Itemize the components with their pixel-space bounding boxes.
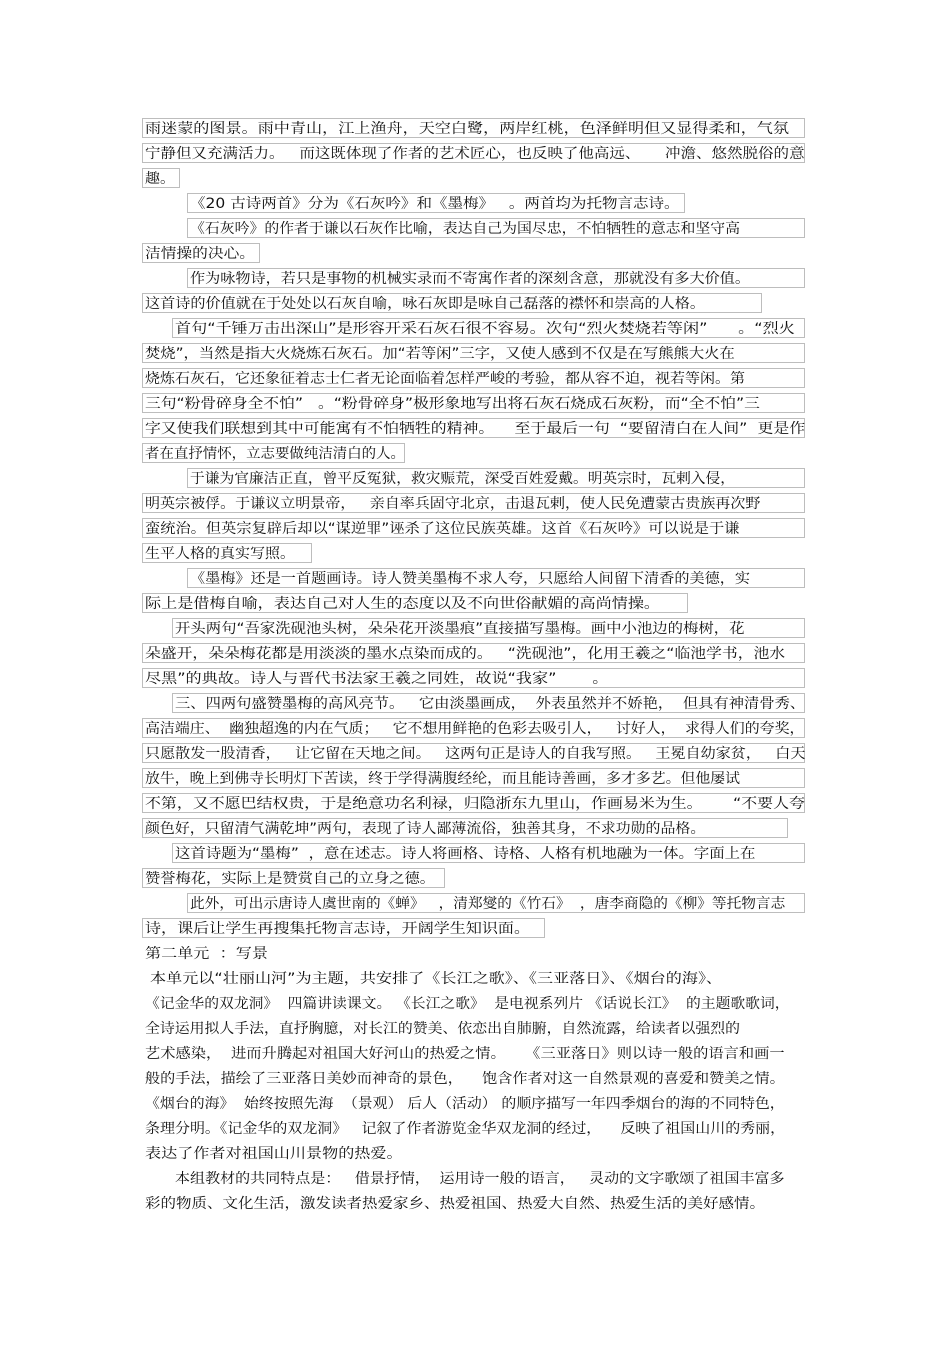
document-line: 本单元以“壮丽山河”为主题，共安排了《长江之歌》、《三亚落日》、《烟台的海》、 (150, 971, 723, 987)
document-line: 烧炼石灰石，它还象征着志士仁者无论面临着怎样严峻的考验，都从容不迫，视若等闲。第 (145, 371, 745, 387)
document-line: 字又使我们联想到其中可能寓有不怕牺牲的精神。 至于最后一句 “要留清白在人间” 更是作 (145, 421, 806, 437)
document-line: 开头两句“吾家洗砚池头树，朵朵花开淡墨痕”直接描写墨梅。画中小池边的梅树，花 (175, 621, 745, 637)
document-line: 第二单元 ：写景 (145, 946, 268, 962)
document-line: 只愿散发一股清香， 让它留在天地之间。 这两句正是诗人的自我写照。 王冕自幼家贫， 白天 (145, 746, 806, 762)
document-line: 这首诗的价值就在于处处以石灰自喻，咏石灰即是咏自己磊落的襟怀和崇高的人格。 (145, 296, 706, 312)
document-line: 宁静但又充满活力。 而这既体现了作者的艺术匠心，也反映了他高远、 冲澹、悠然脱俗的意 (145, 146, 805, 162)
document-line: 本组教材的共同特点是： 借景抒情， 运用诗一般的语言， 灵动的文字歌颂了祖国丰富多 (175, 1171, 785, 1187)
document-line: 这首诗题为“墨梅” ，意在述志。诗人将画格、诗格、人格有机地融为一体。字面上在 (175, 846, 756, 862)
document-line: 高洁端庄、 幽独超逸的内在气质； 它不想用鲜艳的色彩去吸引人， 讨好人， 求得人们的夸奖， (145, 721, 805, 737)
document-line: 朵盛开，朵朵梅花都是用淡淡的墨水点染而成的。 “洗砚池”，化用王羲之“临池学书，池水 (145, 646, 786, 662)
document-line: 首句“千锤万击出深山”是形容开采石灰石很不容易。次句“烈火焚烧若等闲” 。“烈火 (175, 321, 795, 337)
document-line: 焚烧”，当然是指大火烧炼石灰石。加“若等闲”三字，又使人感到不仅是在写熊熊大火在 (145, 346, 735, 362)
document-line: 际上是借梅自喻，表达自己对人生的态度以及不向世俗献媚的高尚情操。 (145, 596, 661, 612)
document-line: 《记金华的双龙洞》 四篇讲读课文。 《长江之歌》 是电视系列片 《话说长江》 的主题歌歌词， (145, 996, 790, 1012)
document-line: 洁情操的决心。 (145, 246, 255, 262)
document-line: 颜色好，只留清气满乾坤”两句，表现了诗人鄙薄流俗，独善其身，不求功勋的品格。 (145, 821, 706, 837)
document-line: 尽黑”的典故。诗人与晋代书法家王羲之同姓，故说“我家” 。 (145, 671, 609, 687)
document-line: 不第，又不愿巴结权贵，于是绝意功名利禄，归隐浙东九里山，作画易米为生。 “不要人夸 (145, 796, 805, 812)
document-line: 《烟台的海》 始终按照先海 （景观） 后人（活动） 的顺序描写一年四季烟台的海的不同特色， (145, 1096, 785, 1112)
document-line: 般的手法，描绘了三亚落日美妙而神奇的景色， 饱含作者对这一自然景观的喜爱和赞美之情。 (145, 1071, 785, 1087)
document-line: 赞誉梅花，实际上是赞赏自己的立身之德。 (145, 871, 435, 887)
document-line: 《石灰吟》的作者于谦以石灰作比喻，表达自己为国尽忠，不怕牺牲的意志和坚守高 (190, 221, 741, 237)
document-line: 蛮统治。但英宗复辟后却以“谋逆罪”诬杀了这位民族英雄。这首《石灰吟》可以说是于谦 (145, 521, 740, 537)
document-line: 彩的物质、文化生活，激发读者热爱家乡、热爱祖国、热爱大自然、热爱生活的美好感情。 (145, 1196, 765, 1212)
document-line: 雨迷蒙的图景。雨中青山，江上渔舟，天空白鹭，两岸红桃，色泽鲜明但又显得柔和，气氛 (145, 121, 789, 137)
document-line: 此外，可出示唐诗人虞世南的《蝉》 ，清郑燮的《竹石》 ，唐李商隐的《柳》等托物言志 (190, 896, 786, 912)
document-line: 表达了作者对祖国山川景物的热爱。 (145, 1146, 403, 1162)
document-line: 《20 古诗两首》分为《石灰吟》和《墨梅》 。两首均为托物言志诗。 (190, 196, 680, 212)
document-line: 艺术感染， 进而升腾起对祖国大好河山的热爱之情。 《三亚落日》则以诗一般的语言和画一 (145, 1046, 785, 1062)
document-line: 作为咏物诗，若只是事物的机械实录而不寄寓作者的深刻含意，那就没有多大价值。 (190, 271, 751, 287)
document-line: 全诗运用拟人手法，直抒胸臆，对长江的赞美、依恋出自肺腑，自然流露，给读者以强烈的 (145, 1021, 740, 1037)
document-line: 于谦为官廉洁正直，曾平反冤狱，救灾赈荒，深受百姓爱戴。明英宗时，瓦剌入侵， (190, 471, 735, 487)
document-line: 生平人格的真实写照。 (145, 546, 295, 562)
document-line: 三句“粉骨碎身全不怕” 。“粉骨碎身”极形象地写出将石灰石烧成石灰粉，而“全不怕”三 (145, 396, 760, 412)
document-line: 趣。 (145, 171, 175, 187)
document-line: 放牛，晚上到佛寺长明灯下苦读，终于学得满腹经纶，而且能诗善画，多才多艺。但他屡试 (145, 771, 740, 787)
document-line: 诗，课后让学生再搜集托物言志诗，开阔学生知识面。 (145, 921, 530, 937)
document-line: 明英宗被俘。于谦议立明景帝， 亲自率兵固守北京，击退瓦剌，使人民免遭蒙古贵族再次野 (145, 496, 761, 512)
document-line: 《墨梅》还是一首题画诗。诗人赞美墨梅不求人夸，只愿给人间留下清香的美德，实 (190, 571, 751, 587)
document-line: 者在直抒情怀，立志要做纯洁清白的人。 (145, 446, 405, 462)
document-line: 条理分明。《记金华的双龙洞》 记叙了作者游览金华双龙洞的经过， 反映了祖国山川的秀丽， (145, 1121, 786, 1137)
document-line: 三、四两句盛赞墨梅的高风亮节。 它由淡墨画成， 外表虽然并不娇艳， 但具有神清骨秀、 (175, 696, 806, 712)
